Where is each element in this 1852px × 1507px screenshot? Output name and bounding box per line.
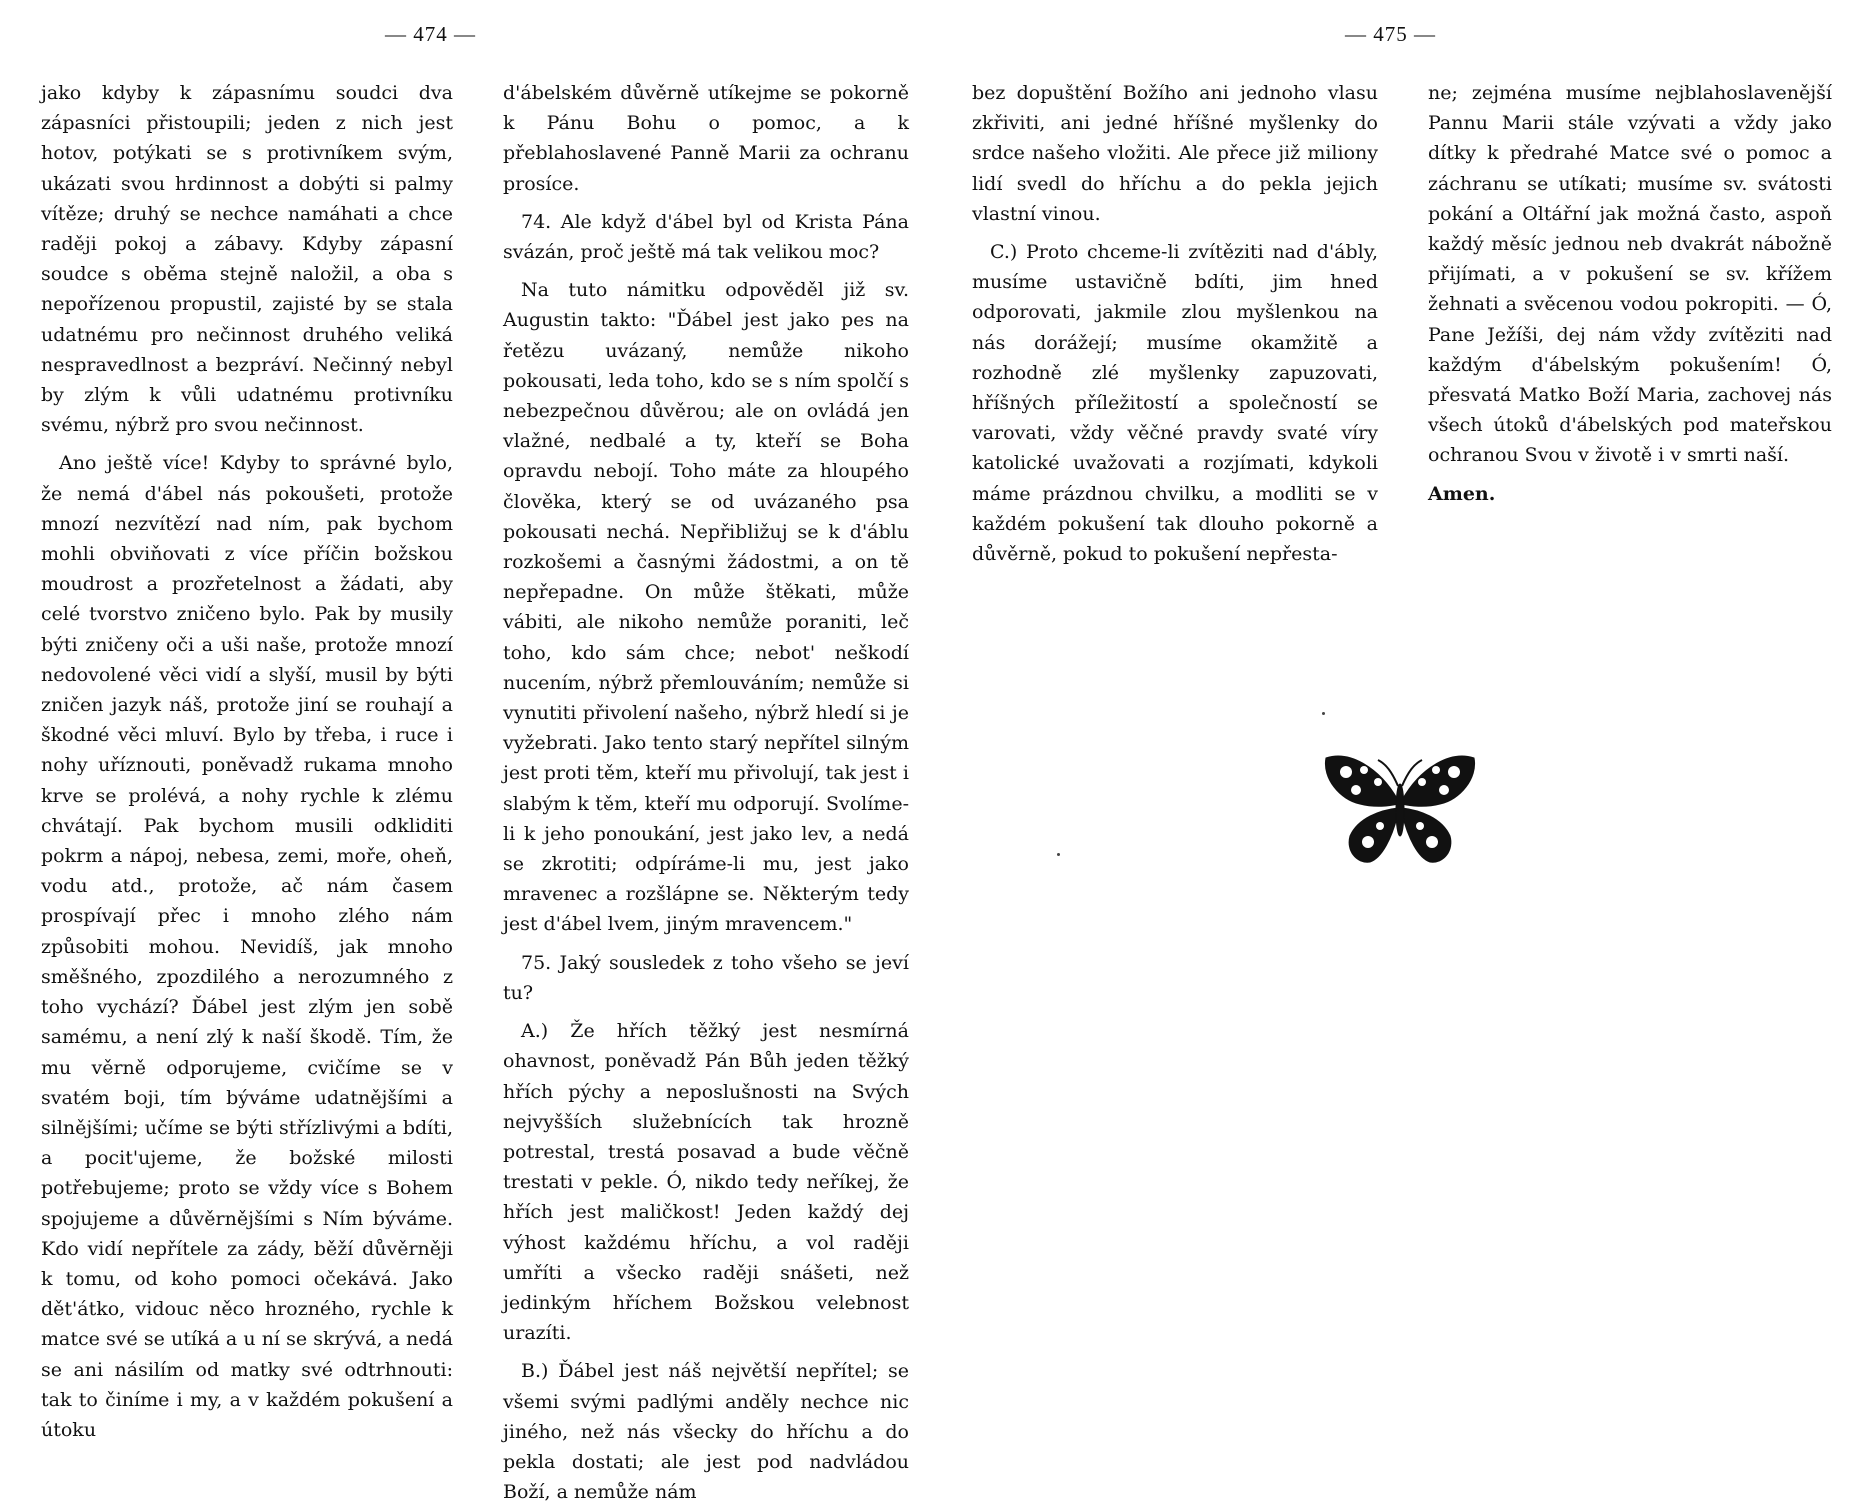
amen: Amen. bbox=[1428, 482, 1496, 505]
speck bbox=[1322, 712, 1325, 715]
paragraph: d'ábelském důvěrně utíkejme se pokorně k Pánu Bohu o pomoc, a k přeblahoslavené Panně Marii za ochranu prosíce. bbox=[503, 82, 909, 195]
right-page-number: — 475 — bbox=[1345, 22, 1436, 46]
paragraph: ne; zejména musíme nejblahoslavenější Pannu Marii stále vzývati a vždy jako dítky k předrahé Matce své o pomoc a záchranu se utíkati; musíme sv. svátosti pokání a Oltářní jak možná často, aspoň každý měsíc jednou neb dvakrát nábožně přijímati, a v pokušení se sv. křížem žehnati a svěcenou vodou pokropiti. — Ó, Pane Ježíši, dej nám vždy zvítěziti nad každým d'ábelským pokušením! Ó, přesvatá Matko Boží Maria, zachovej nás všech útoků d'ábelských pod mateřskou ochranou Svou v životě i v smrti naší. bbox=[1428, 82, 1832, 467]
column-2 bbox=[503, 78, 909, 1507]
left-page-number: — 474 — bbox=[385, 22, 476, 46]
paragraph: C.) Proto chceme-li zvítěziti nad d'ábly, musíme ustavičně bdíti, jim hned odporovati, jakmile zlou myšlenkou na nás dorážejí; musíme okamžitě a rozhodně zlé myšlenky zapuzovati, hříšných příležitostí a společností se varovati, vždy věčné pravdy svaté víry katolické uvažovati a rozjímati, kdykoli máme prázdnou chvilku, a modliti se v každém pokušení tak dlouho pokorně a důvěrně, pokud to pokušení nepřesta- bbox=[972, 241, 1378, 566]
question-75: 75. Jaký sousledek z toho všeho se jeví tu? bbox=[503, 951, 909, 1004]
paragraph: B.) Ďábel jest náš největší nepřítel; se všemi svými padlými anděly nechce nic jiného, než nás všecky do hříchu a do pekla dostati; ale jest pod nadvládou Boží, a nemůže nám bbox=[503, 1360, 909, 1504]
column-1 bbox=[41, 78, 453, 1445]
speck bbox=[1057, 853, 1060, 856]
paragraph: Ano ještě více! Kdyby to správné bylo, že nemá d'ábel nás pokoušeti, protože mnozí nezvítězí nad ním, pak bychom mohli obviňovati z více příčin božskou moudrost a prozřetelnost a žádati, aby celé tvorstvo zničeno bylo. Pak by musily býti zničeny oči a uši naše, protože mnozí nedovolené věci vidí a slyší, musil by býti zničen jazyk náš, protože jiní se rouhají a škodné věci mluví. Bylo by třeba, i ruce i nohy uříznouti, poněvadž rukama mnoho krve se prolévá, a nohy rychle k zlému chvátají. Pak bychom musili odkliditi pokrm a nápoj, nebesa, zemi, moře, oheň, vodu atd., protože, ač nám časem prospívají přec i mnoho zlého nám způsobiti mohou. Nevidíš, jak mnoho směšného, zpozdilého a nerozumného z toho vychází? Ďábel jest zlým jen sobě samému, a není zlý k naší škodě. Tím, že mu věrně odporujeme, cvičíme se v svatém boji, tím býváme udatnějšími a silnějšími; učíme se býti střízlivými a bdíti, a pocit'ujeme, že božské milosti potřebujeme; proto se vždy více s Bohem spojujeme a důvěrnějšími s Ním býváme. Kdo vidí nepřítele za zády, běží důvěrněji k tomu, od koho pomoci očekává. Jako dět'átko, vidouc něco hrozného, rychle k matce své se utíká a u ní se skrývá, a nedá se ani násilím od matky své odtrhnouti: tak to činíme i my, a v každém pokušení a útoku bbox=[41, 452, 453, 1441]
paragraph: jako kdyby k zápasnímu soudci dva zápasníci přistoupili; jeden z nich jest hotov, potýkati se s protivníkem svým, ukázati svou hrdinnost a dobýti si palmy vítěze; druhý se nechce namáhati a chce raději pokoj a zábavy. Kdyby zápasní soudce s oběma stejně naložil, a oba s nepořízenou propustil, zajisté by se stala udatnému pro nečinnost druhého veliká nespravedlnost a bezpráví. Nečinný nebyl by zlým k vůli udatnému protivníku svému, nýbrž pro svou nečinnost. bbox=[41, 82, 453, 437]
paragraph: A.) Že hřích těžký jest nesmírná ohavnost, poněvadž Pán Bůh jeden těžký hřích pýchy a neposlušnosti na Svých nejvyšších služebnících tak hrozně potrestal, trestá posavad a bude věčně trestati v pekle. Ó, nikdo tedy neříkej, že hřích jest maličkost! Jeden každý dej výhost každému hříchu, a vol raději umříti a všecko raději snášeti, než jedinkým hříchem Božskou velebnost urazíti. bbox=[503, 1020, 909, 1345]
question-74: 74. Ale když d'ábel byl od Krista Pána svázán, proč ještě má tak velikou moc? bbox=[503, 210, 909, 264]
column-3 bbox=[972, 78, 1378, 569]
column-4 bbox=[1428, 78, 1832, 509]
butterfly-icon bbox=[1320, 748, 1480, 868]
paragraph: Na tuto námitku odpověděl již sv. Augustin takto: "Ďábel jest jako pes na řetězu uvázaný, nemůže nikoho pokousati, leda toho, kdo se s ním spolčí s nebezpečnou důvěrou; ale on ovládá jen vlažné, nedbalé a ty, kteří se Boha opravdu nebojí. Toho máte za hloupého člověka, který se od uvázaného psa pokousati nechá. Nepřibližuj se k d'áblu rozkošemi a časnými žádostmi, a on tě nepřepadne. On může štěkati, může vábiti, ale nikoho nemůže poraniti, leč toho, kdo sám chce; nebot' neškodí nucením, nýbrž přemlouváním; nemůže si vynutiti přivolení našeho, nýbrž hledí si je vyžebrati. Jako tento starý nepřítel silným jest proti těm, kteří mu přivolují, tak jest i slabým k těm, kteří mu odporují. Svolíme-li k jeho ponoukání, jest jako lev, a nedá se zkrotiti; odpíráme-li mu, jest jako mravenec a rozšlápne se. Některým tedy jest d'ábel lvem, jiným mravencem." bbox=[503, 279, 909, 936]
paragraph: bez dopuštění Božího ani jednoho vlasu zkřiviti, ani jedné hříšné myšlenky do srdce našeho vložiti. Ale přece již miliony lidí svedl do hříchu a do pekla jejich vlastní vinou. bbox=[972, 82, 1378, 225]
